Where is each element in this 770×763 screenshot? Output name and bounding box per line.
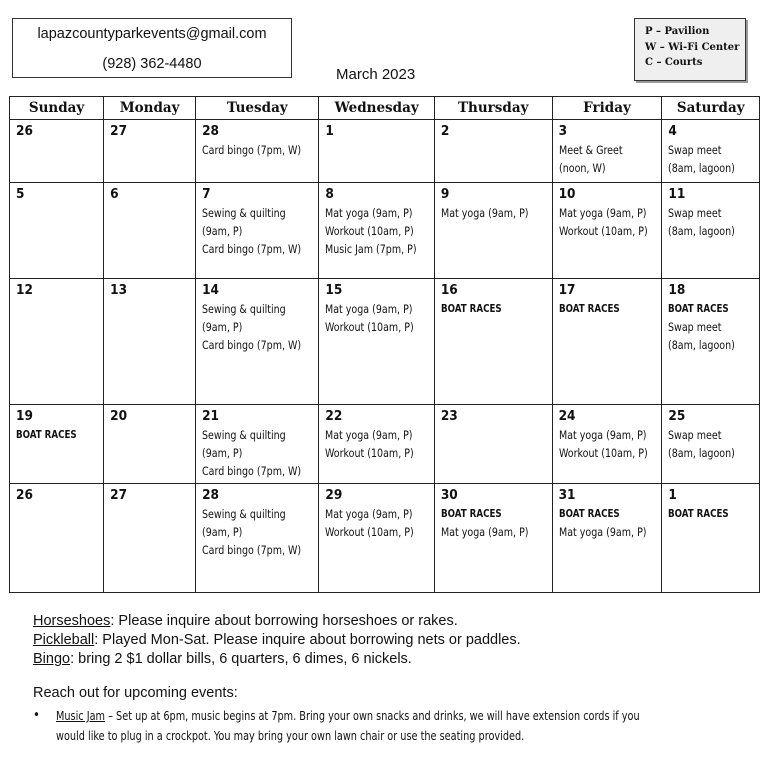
- calendar-week-row: [10, 279, 760, 405]
- calendar-day-cell: [434, 183, 552, 279]
- weekday-header-row: [10, 97, 760, 120]
- music-jam-bullet: [33, 706, 733, 746]
- day-number: 21: [202, 408, 219, 424]
- calendar-day-cell: [196, 279, 319, 405]
- event-boat-races: BOAT RACES: [668, 508, 730, 520]
- event-boat-races: BOAT RACES: [16, 429, 77, 441]
- weekday-sunday: Sunday: [10, 97, 104, 120]
- bullet-line-2: would like to plug in a crockpot. You may bring your own lawn chair or use the seating provided.: [56, 729, 525, 743]
- calendar-day-cell: [319, 405, 434, 484]
- calendar-body: [10, 120, 760, 593]
- calendar-day-cell: [10, 279, 104, 405]
- event-line: Workout (10am, P): [325, 446, 415, 460]
- weekday-saturday: Saturday: [662, 97, 760, 120]
- event-line: Workout (10am, P): [558, 224, 648, 238]
- calendar-day-cell: [196, 484, 319, 593]
- bullet-text-1: – Set up at 6pm, music begins at 7pm. Bring your own snacks and drinks, we will have extension cords if you: [105, 709, 640, 723]
- calendar-day-cell: [10, 183, 104, 279]
- event-line: Mat yoga (9am, P): [558, 525, 647, 539]
- calendar-day-cell: [104, 120, 196, 183]
- day-number: 29: [325, 487, 343, 503]
- event-line: Card bingo (7pm, W): [202, 464, 302, 478]
- note-label: Pickleball: [33, 632, 95, 648]
- day-number: 12: [16, 282, 33, 298]
- weekday-friday: Friday: [552, 97, 662, 120]
- event-line: Mat yoga (9am, P): [558, 206, 647, 220]
- day-number: 7: [202, 186, 211, 202]
- event-line: Workout (10am, P): [558, 446, 648, 460]
- event-line: Swap meet: [668, 320, 722, 334]
- calendar-day-cell: [552, 279, 662, 405]
- day-number: 6: [110, 186, 119, 202]
- calendar-week-row: [10, 120, 760, 183]
- event-line: Workout (10am, P): [325, 320, 415, 334]
- event-line: (8am, lagoon): [668, 338, 736, 352]
- event-line: Mat yoga (9am, P): [325, 428, 413, 442]
- calendar-day-cell: [662, 484, 760, 593]
- day-number: 5: [16, 186, 25, 202]
- event-boat-races: BOAT RACES: [668, 303, 730, 315]
- day-number: 16: [440, 282, 458, 298]
- contact-phone[interactable]: (928) 362-4480: [102, 56, 202, 72]
- event-line: Swap meet: [668, 143, 722, 157]
- calendar-day-cell: [319, 279, 434, 405]
- calendar-day-cell: [434, 405, 552, 484]
- weekday-monday: Monday: [104, 97, 196, 120]
- day-number: 27: [110, 487, 128, 503]
- day-number: 17: [558, 282, 576, 298]
- day-number: 10: [558, 186, 576, 202]
- event-boat-races: BOAT RACES: [440, 303, 502, 315]
- day-number: 28: [202, 123, 219, 139]
- day-number: 8: [325, 186, 334, 202]
- event-line: (9am, P): [202, 320, 243, 334]
- day-number: 22: [325, 408, 343, 424]
- event-line: Card bingo (7pm, W): [202, 242, 302, 256]
- notes-section: [33, 612, 521, 669]
- event-line: Sewing & quilting: [202, 206, 286, 220]
- day-number: 28: [202, 487, 219, 503]
- event-line: (8am, lagoon): [668, 446, 736, 460]
- note-label: Bingo: [33, 651, 71, 667]
- day-number: 30: [440, 487, 458, 503]
- day-number: 18: [668, 282, 686, 298]
- day-number: 19: [16, 408, 33, 424]
- day-number: 4: [668, 123, 677, 139]
- calendar-day-cell: [196, 183, 319, 279]
- calendar-week-row: [10, 405, 760, 484]
- day-number: 1: [668, 487, 677, 503]
- legend-item-pavilion: P – Pavilion: [645, 26, 710, 37]
- weekday-thursday: Thursday: [434, 97, 552, 120]
- day-number: 3: [558, 123, 568, 139]
- calendar-day-cell: [662, 183, 760, 279]
- day-number: 25: [668, 408, 686, 424]
- note-pickleball: [33, 631, 521, 650]
- day-number: 13: [110, 282, 128, 298]
- location-legend: [634, 18, 746, 81]
- calendar-day-cell: [662, 120, 760, 183]
- calendar-day-cell: [552, 484, 662, 593]
- calendar-day-cell: [196, 405, 319, 484]
- event-line: Sewing & quilting: [202, 507, 286, 521]
- reach-out-heading: Reach out for upcoming events:: [33, 685, 238, 701]
- event-line: (8am, lagoon): [668, 224, 736, 238]
- note-text: : Please inquire about borrowing horseshoes or rakes.: [110, 613, 458, 629]
- event-line: (8am, lagoon): [668, 161, 736, 175]
- calendar-day-cell: [10, 120, 104, 183]
- event-line: Swap meet: [668, 428, 722, 442]
- event-line: (noon, W): [558, 161, 606, 175]
- day-number: 1: [325, 123, 334, 139]
- calendar-day-cell: [662, 405, 760, 484]
- event-line: Music Jam (7pm, P): [325, 242, 418, 256]
- day-number: 26: [16, 123, 33, 139]
- event-line: Sewing & quilting: [202, 302, 286, 316]
- calendar-day-cell: [434, 484, 552, 593]
- calendar-week-row: [10, 484, 760, 593]
- weekday-wednesday: Wednesday: [319, 97, 434, 120]
- calendar-day-cell: [552, 405, 662, 484]
- calendar-day-cell: [104, 405, 196, 484]
- calendar-day-cell: [434, 279, 552, 405]
- calendar-day-cell: [319, 484, 434, 593]
- note-text: : bring 2 $1 dollar bills, 6 quarters, 6 dimes, 6 nickels.: [70, 651, 412, 667]
- calendar-day-cell: [319, 120, 434, 183]
- event-line: Card bingo (7pm, W): [202, 543, 302, 557]
- legend-item-courts: C – Courts: [645, 57, 703, 68]
- month-title: March 2023: [336, 66, 416, 83]
- event-line: Sewing & quilting: [202, 428, 286, 442]
- note-label: Horseshoes: [33, 613, 111, 629]
- weekday-tuesday: Tuesday: [196, 97, 319, 120]
- bullet-line-1: [56, 706, 740, 726]
- event-boat-races: BOAT RACES: [558, 508, 620, 520]
- event-line: (9am, P): [202, 446, 243, 460]
- contact-box: [12, 18, 292, 78]
- event-line: Mat yoga (9am, P): [558, 428, 647, 442]
- event-line: Meet & Greet: [558, 143, 623, 157]
- calendar-day-cell: [552, 183, 662, 279]
- calendar-day-cell: [10, 405, 104, 484]
- calendar-table: [9, 96, 760, 593]
- day-number: 20: [110, 408, 128, 424]
- event-line: (9am, P): [202, 525, 243, 539]
- calendar-day-cell: [319, 183, 434, 279]
- calendar-day-cell: [10, 484, 104, 593]
- day-number: 9: [440, 186, 450, 202]
- event-line: Workout (10am, P): [325, 224, 415, 238]
- event-line: Mat yoga (9am, P): [440, 206, 529, 220]
- bullet-dot-icon: •: [33, 708, 40, 723]
- event-line: (9am, P): [202, 224, 243, 238]
- event-line: Mat yoga (9am, P): [440, 525, 529, 539]
- note-horseshoes: [33, 612, 521, 631]
- event-line: Mat yoga (9am, P): [325, 206, 413, 220]
- day-number: 26: [16, 487, 33, 503]
- calendar-day-cell: [104, 183, 196, 279]
- event-line: Card bingo (7pm, W): [202, 143, 302, 157]
- contact-email[interactable]: lapazcountyparkevents@gmail.com: [37, 26, 267, 42]
- event-line: Workout (10am, P): [325, 525, 415, 539]
- event-boat-races: BOAT RACES: [558, 303, 620, 315]
- day-number: 2: [440, 123, 450, 139]
- event-line: Mat yoga (9am, P): [325, 302, 413, 316]
- calendar-day-cell: [104, 484, 196, 593]
- day-number: 31: [558, 487, 576, 503]
- day-number: 11: [668, 186, 686, 202]
- event-boat-races: BOAT RACES: [440, 508, 502, 520]
- event-line: Mat yoga (9am, P): [325, 507, 413, 521]
- legend-item-wifi-center: W – Wi-Fi Center: [645, 41, 740, 53]
- day-number: 27: [110, 123, 128, 139]
- note-bingo: [33, 650, 521, 669]
- bullet-label: Music Jam: [56, 709, 106, 723]
- day-number: 24: [558, 408, 576, 424]
- note-text: : Played Mon-Sat. Please inquire about borrowing nets or paddles.: [94, 632, 521, 648]
- day-number: 14: [202, 282, 219, 298]
- event-line: Swap meet: [668, 206, 722, 220]
- calendar-day-cell: [434, 120, 552, 183]
- event-line: Card bingo (7pm, W): [202, 338, 302, 352]
- calendar-day-cell: [662, 279, 760, 405]
- calendar-day-cell: [196, 120, 319, 183]
- calendar-day-cell: [104, 279, 196, 405]
- calendar-week-row: [10, 183, 760, 279]
- day-number: 15: [325, 282, 343, 298]
- day-number: 23: [440, 408, 458, 424]
- calendar-day-cell: [552, 120, 662, 183]
